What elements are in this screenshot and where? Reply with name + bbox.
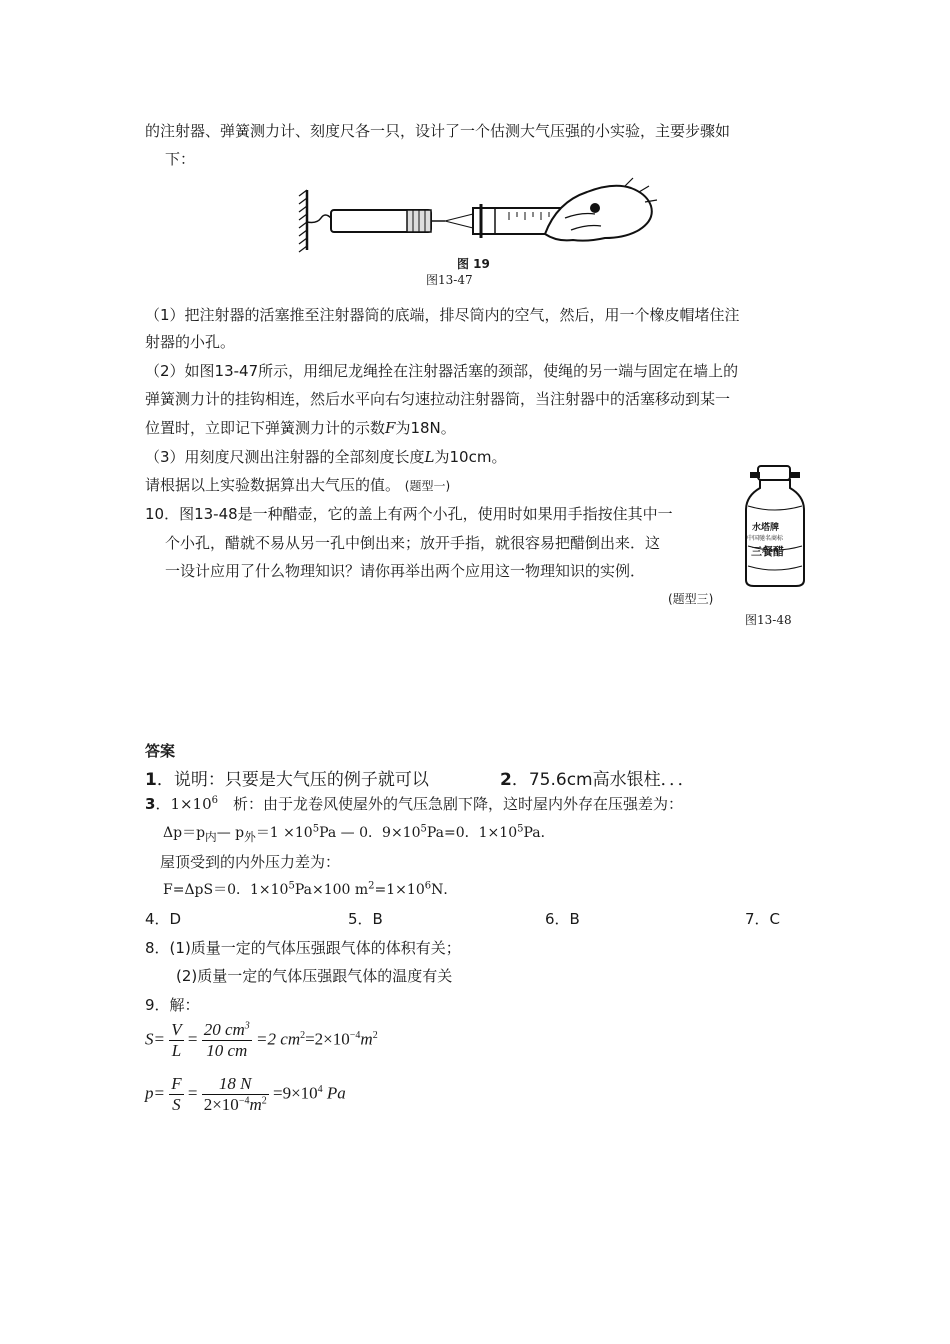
fraction-force-over-area: $\frac{18 N}{2\times 10^{-4}m^2}$	[203, 1074, 267, 1114]
fraction-volume-over-length: $\frac{20 cm^3}{10 cm}$	[203, 1020, 250, 1060]
step-1-line-1: （1）把注射器的活塞推至注射器筒的底端，排尽筒内的空气，然后，用一个橡皮帽堵住注	[145, 306, 740, 324]
bottle-label-subtitle: 中国驰名商标	[747, 535, 784, 542]
step-2-line-2: 弹簧测力计的挂钩相连，然后水平向右匀速拉动注射器筒，当注射器中的活塞移动到某一	[145, 390, 731, 408]
fraction-v-over-l: $\frac{V}{L}$	[171, 1020, 182, 1060]
intro-line-2: 下：	[165, 150, 196, 168]
equation-area: S= $\frac{V}{L}$ = $\frac{20 cm^3}{10 cm}$ =2 $cm^2=2\times 10^{-4}m^2$	[145, 1020, 378, 1060]
answer-9-heading: 9．解：	[145, 996, 200, 1014]
figure-19-label: 图 19	[457, 257, 490, 271]
step-3: （3）用刻度尺测出注射器的全部刻度长度L为10cm。	[145, 448, 507, 466]
answer-2: 2．75.6cm高水银柱．．．	[500, 770, 695, 790]
answer-3-equation-2: F=ΔpS＝0．$1\times 10^5Pa\times 100$ $m^2=1\times 10^6N$．	[163, 880, 458, 898]
q10-tag: (题型三)	[668, 592, 714, 606]
answer-8-line-1: 8．(1)质量一定的气体压强跟气体的体积有关；	[145, 939, 461, 957]
step-2-line-1: （2）如图13-47所示，用细尼龙绳拴在注射器活塞的颈部，使绳的另一端与固定在墙上的	[145, 362, 739, 380]
intro-line-1: 的注射器、弹簧测力计、刻度尺各一只，设计了一个估测大气压强的小实验，主要步骤如	[145, 122, 731, 140]
bottle-label-product: 三餐醋	[751, 545, 784, 558]
q10-line-2: 个小孔，醋就不易从另一孔中倒出来；放开手指，就很容易把醋倒出来．这	[165, 534, 661, 552]
equation-pressure: p= $\frac{F}{S}$ = $\frac{18 N}{2\times 10^{-4}m^2}$ $=9\times 10^4$ Pa	[145, 1074, 346, 1114]
step-2-line-3: 位置时，立即记下弹簧测力计的示数F为18N。	[145, 419, 456, 437]
answer-7: 7．C	[745, 910, 781, 928]
fraction-f-over-s: $\frac{F}{S}$	[171, 1074, 182, 1114]
step-1-line-2: 射器的小孔。	[145, 333, 236, 351]
answer-8-line-2: (2)质量一定的气体压强跟气体的温度有关	[176, 967, 453, 985]
figure-13-47-caption: 图13-47	[426, 273, 473, 287]
answer-5: 5．B	[348, 910, 383, 928]
answer-6: 6．B	[545, 910, 580, 928]
answer-1: 1．说明：只要是大气压的例子就可以	[145, 770, 429, 790]
answer-3-line-2: 屋顶受到的内外压力差为：	[160, 853, 341, 871]
answer-3: 3．$1\times 10^6$ 析：由于龙卷风使屋外的气压急剧下降，这时屋内外存在压强差为：	[145, 795, 684, 813]
answer-4: 4．D	[145, 910, 182, 928]
figure-13-48-caption: 图13-48	[745, 613, 792, 627]
q10-line-3: 一设计应用了什么物理知识？请你再举出两个应用这一物理知识的实例．	[165, 562, 646, 580]
q10-line-1: 10．图13-48是一种醋壶，它的盖上有两个小孔，使用时如果用手指按住其中一	[145, 505, 673, 523]
question-prompt: 请根据以上实验数据算出大气压的值。 (题型一)	[145, 476, 451, 494]
answers-heading: 答案	[145, 742, 176, 760]
bottle-label-brand: 水塔牌	[752, 523, 780, 533]
answer-3-equation-1: $\Delta p=p_内—$ $p_外=1 \times 10^5Pa$ — 0．$9\times 10^5Pa=0$．$1\times 10^5Pa$．	[163, 823, 555, 844]
